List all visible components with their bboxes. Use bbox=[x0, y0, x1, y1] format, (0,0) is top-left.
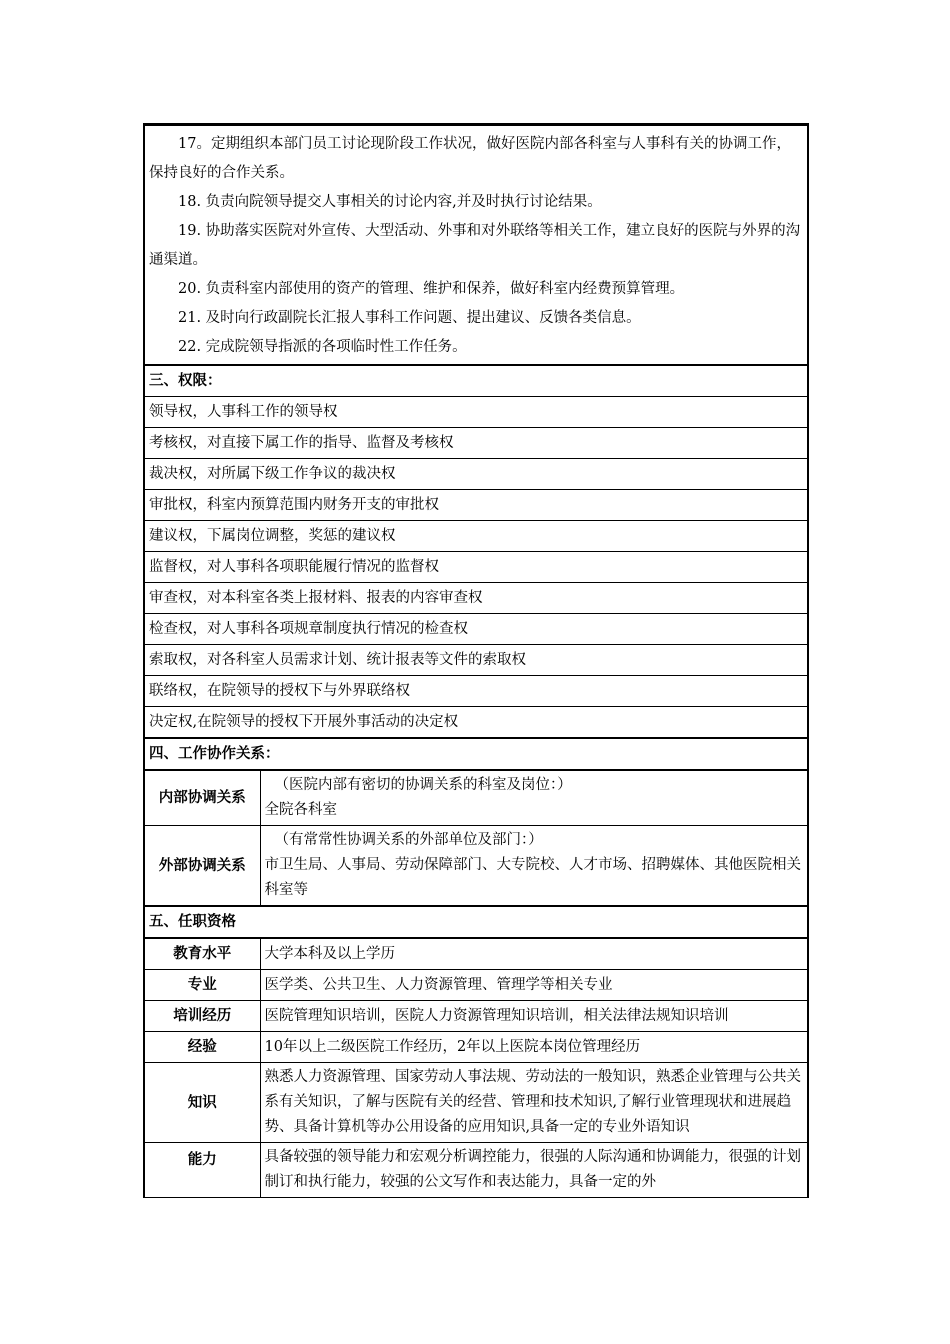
duties-row bbox=[144, 125, 808, 366]
qualification-value: 医院管理知识培训，医院人力资源管理知识培训，相关法律法规知识培训 bbox=[260, 1001, 808, 1032]
section-header-qualifications bbox=[144, 906, 808, 938]
internal-value: 全院各科室 bbox=[264, 802, 337, 818]
qualification-value: 具备较强的领导能力和宏观分析调控能力，很强的人际沟通和协调能力，很强的计划制订和执行能力，较强的公文写作和表达能力，具备一定的外 bbox=[260, 1143, 808, 1198]
qualification-label: 能力 bbox=[144, 1143, 260, 1198]
authority-item: 考核权，对直接下属工作的指导、监督及考核权 bbox=[144, 428, 808, 459]
duty-item: 18. 负责向院领导提交人事相关的讨论内容,并及时执行讨论结果。 bbox=[178, 194, 602, 210]
qualification-row bbox=[144, 970, 808, 1001]
internal-coordination-row bbox=[144, 770, 808, 826]
section-header-authority bbox=[144, 365, 808, 397]
section-title: 四、工作协作关系： bbox=[144, 738, 808, 770]
authority-item: 联络权，在院领导的授权下与外界联络权 bbox=[144, 676, 808, 707]
authority-item: 裁决权，对所属下级工作争议的裁决权 bbox=[144, 459, 808, 490]
external-value: 市卫生局、人事局、劳动保障部门、大专院校、人才市场、招聘媒体、其他医院相关科室等 bbox=[264, 857, 801, 898]
job-description-table bbox=[143, 123, 809, 1198]
authority-item: 审批权，科室内预算范围内财务开支的审批权 bbox=[144, 490, 808, 521]
authority-item: 索取权，对各科室人员需求计划、统计报表等文件的索取权 bbox=[144, 645, 808, 676]
external-coordination-label: 外部协调关系 bbox=[144, 826, 260, 907]
external-coordination-value bbox=[260, 826, 808, 907]
authority-item: 领导权，人事科工作的领导权 bbox=[144, 397, 808, 428]
section-header-cooperation bbox=[144, 738, 808, 770]
qualification-row bbox=[144, 938, 808, 970]
duty-item: 21. 及时向行政副院长汇报人事科工作问题、提出建议、反馈各类信息。 bbox=[178, 310, 641, 326]
qualification-label: 培训经历 bbox=[144, 1001, 260, 1032]
qualification-label: 经验 bbox=[144, 1032, 260, 1063]
qualification-row bbox=[144, 1063, 808, 1143]
authority-item: 审查权，对本科室各类上报材料、报表的内容审查权 bbox=[144, 583, 808, 614]
internal-coordination-value bbox=[260, 770, 808, 826]
qualification-value: 10年以上二级医院工作经历，2年以上医院本岗位管理经历 bbox=[260, 1032, 808, 1063]
authority-item: 监督权，对人事科各项职能履行情况的监督权 bbox=[144, 552, 808, 583]
section-title: 五、任职资格 bbox=[144, 906, 808, 938]
qualification-value: 大学本科及以上学历 bbox=[260, 938, 808, 970]
qualification-row bbox=[144, 1001, 808, 1032]
external-coordination-row bbox=[144, 826, 808, 907]
job-description-page bbox=[143, 123, 807, 1198]
authority-item: 建议权，下属岗位调整，奖惩的建议权 bbox=[144, 521, 808, 552]
external-note: （有常常性协调关系的外部单位及部门：） bbox=[274, 832, 543, 848]
internal-coordination-label: 内部协调关系 bbox=[144, 770, 260, 826]
qualification-label: 教育水平 bbox=[144, 938, 260, 970]
qualification-row bbox=[144, 1143, 808, 1198]
section-title: 三、权限： bbox=[144, 365, 808, 397]
qualification-value: 熟悉人力资源管理、国家劳动人事法规、劳动法的一般知识，熟悉企业管理与公共关系有关知识，了解与医院有关的经营、管理和技术知识,了解行业管理现状和进展趋势、具备计算机等办公用设备的应用知识,具备一定的专业外语知识 bbox=[260, 1063, 808, 1143]
qualification-row bbox=[144, 1032, 808, 1063]
duty-item: 22. 完成院领导指派的各项临时性工作任务。 bbox=[178, 339, 467, 355]
duty-item: 20. 负责科室内部使用的资产的管理、维护和保养，做好科室内经费预算管理。 bbox=[178, 281, 685, 297]
internal-note: （医院内部有密切的协调关系的科室及岗位：） bbox=[274, 777, 572, 793]
authority-item: 检查权，对人事科各项规章制度执行情况的检查权 bbox=[144, 614, 808, 645]
qualification-label: 专业 bbox=[144, 970, 260, 1001]
duty-item: 19. 协助落实医院对外宣传、大型活动、外事和对外联络等相关工作，建立良好的医院与外界的沟通渠道。 bbox=[149, 223, 801, 268]
authority-item: 决定权,在院领导的授权下开展外事活动的决定权 bbox=[144, 707, 808, 739]
duties-cell bbox=[144, 125, 808, 366]
duty-item: 17。定期组织本部门员工讨论现阶段工作状况，做好医院内部各科室与人事科有关的协调工作，保持良好的合作关系。 bbox=[149, 136, 791, 181]
qualification-label: 知识 bbox=[144, 1063, 260, 1143]
qualification-value: 医学类、公共卫生、人力资源管理、管理学等相关专业 bbox=[260, 970, 808, 1001]
